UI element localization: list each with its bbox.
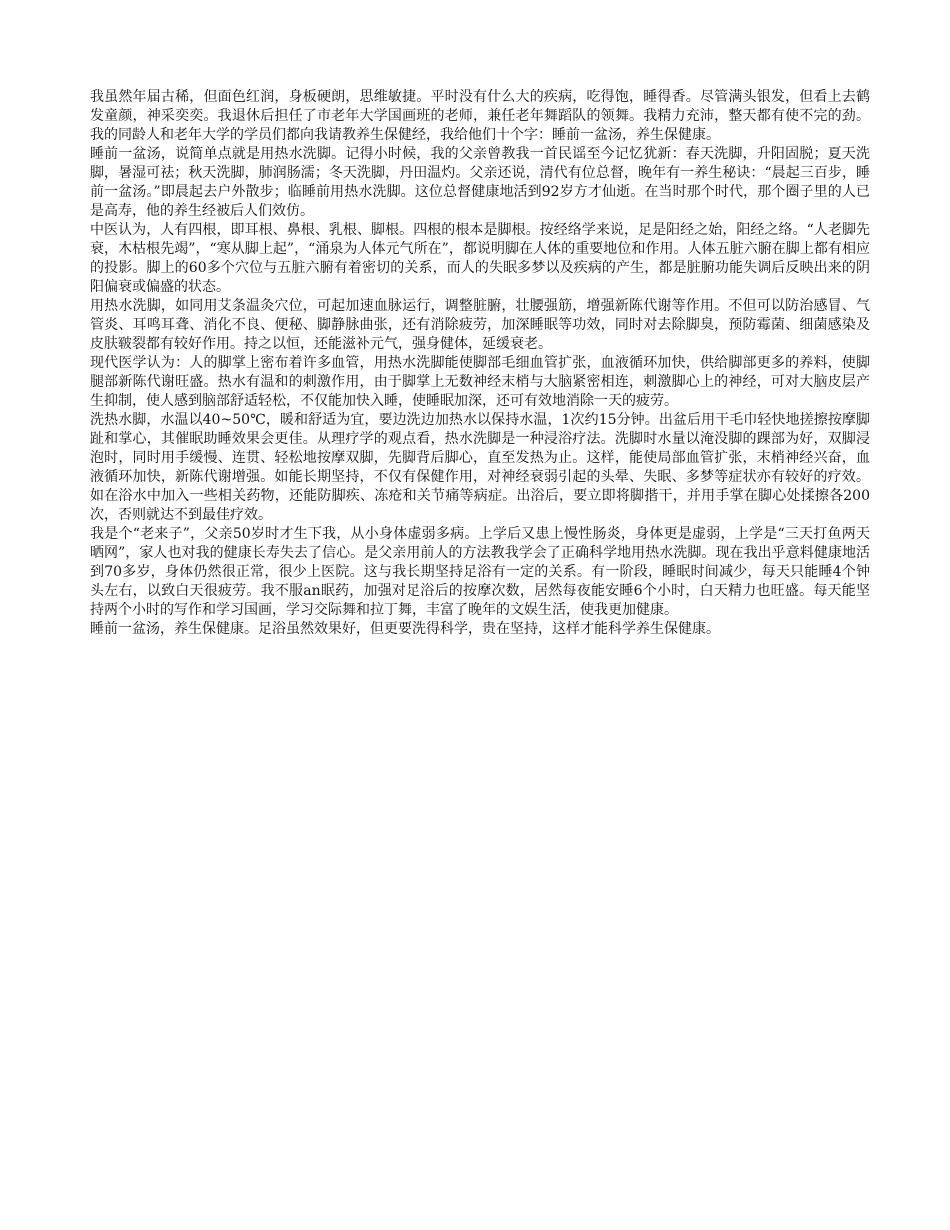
paragraph-conclusion: 睡前一盆汤，养生保健康。足浴虽然效果好，但更要洗得科学，贵在坚持，这样才能科学养生保健康。 <box>90 621 720 637</box>
paragraph-benefits: 用热水洗脚，如同用艾条温灸穴位，可起加速血脉运行，调整脏腑，壮腰强筋，增强新陈代谢等作用。不但可以防治感冒、气管炎、耳鸣耳聋、消化不良、便秘、脚静脉曲张，还有消除疲劳，加深睡眠等功效，同时对去除脚臭，预防霉菌、细菌感染及皮肤皲裂都有较好作用。持之以恒，还能滋补元气，强身健体，延缓衰老。 <box>90 298 870 352</box>
paragraph-intro: 我虽然年届古稀，但面色红润，身板硬朗，思维敏捷。平时没有什么大的疾病，吃得饱，睡得香。尽管满头银发，但看上去鹤发童颜，神采奕奕。我退休后担任了市老年大学国画班的老师，兼任老年舞蹈队的领舞。我精力充沛，整天都有使不完的劲。我的同龄人和老年大学的学员们都向我请教养生保健经，我给他们十个字：睡前一盆汤，养生保健康。 <box>90 89 870 143</box>
paragraph-method: 洗热水脚，水温以40~50℃，暖和舒适为宜，要边洗边加热水以保持水温，1次约15分钟。出盆后用干毛巾轻快地搓擦按摩脚趾和掌心，其催眠助睡效果会更佳。从理疗学的观点看，热水洗脚是一种浸浴疗法。洗脚时水量以淹没脚的踝部为好，双脚浸泡时，同时用手缓慢、连贯、轻松地按摩双脚，先脚背后脚心，直至发热为止。这样，能使局部血管扩张，末梢神经兴奋，血液循环加快，新陈代谢增强。如能长期坚持，不仅有保健作用，对神经衰弱引起的头晕、失眠、多梦等症状亦有较好的疗效。如在浴水中加入一些相关药物，还能防脚疾、冻疮和关节痛等病症。出浴后，要立即将脚揩干，并用手掌在脚心处揉擦各200次，否则就达不到最佳疗效。 <box>90 412 870 523</box>
paragraph-personal-story: 我是个“老来子”，父亲50岁时才生下我，从小身体虚弱多病。上学后又患上慢性肠炎，身体更是虚弱，上学是“三天打鱼两天晒网”，家人也对我的健康长寿失去了信心。是父亲用前人的方法教我学会了正确科学地用热水洗脚。现在我出乎意料健康地活到70多岁，身体仍然很正常，很少上医院。这与我长期坚持足浴有一定的关系。有一阶段，睡眠时间减少，每天只能睡4个钟头左右，以致白天很疲劳。我不服an眠药，加强对足浴后的按摩次数，居然每夜能安睡6个小时，白天精力也旺盛。每天能坚持两个小时的写作和学习国画，学习交际舞和拉丁舞，丰富了晚年的文娱生活，使我更加健康。 <box>90 526 870 618</box>
paragraph-foot-bath: 睡前一盆汤，说简单点就是用热水洗脚。记得小时候，我的父亲曾教我一首民谣至今记忆犹新：春天洗脚，升阳固脱；夏天洗脚，暑湿可祛；秋天洗脚，肺润肠濡；冬天洗脚，丹田温灼。父亲还说，清代有位总督，晚年有一养生秘诀：“晨起三百步，睡前一盆汤。”即晨起去户外散步；临睡前用热水洗脚。这位总督健康地活到92岁方才仙逝。在当时那个时代，那个圈子里的人已是高寿，他的养生经被后人们效仿。 <box>90 146 870 219</box>
blank-page-area <box>0 700 950 1230</box>
paragraph-modern-medicine: 现代医学认为：人的脚掌上密布着许多血管，用热水洗脚能使脚部毛细血管扩张，血液循环加快，供给脚部更多的养料，使脚腿部新陈代谢旺盛。热水有温和的刺激作用，由于脚掌上无数神经末梢与大脑紧密相连，刺激脚心上的神经，可对大脑皮层产生抑制，使人感到脑部舒适轻松，不仅能加快入睡，使睡眠加深，还可有效地消除一天的疲劳。 <box>90 355 870 409</box>
document-body <box>90 88 870 639</box>
paragraph-tcm-roots: 中医认为，人有四根，即耳根、鼻根、乳根、脚根。四根的根本是脚根。按经络学来说，足是阳经之始，阳经之络。“人老脚先衰，木枯根先竭”，“寒从脚上起”，“涌泉为人体元气所在”，都说明脚在人体的重要地位和作用。人体五脏六腑在脚上都有相应的投影。脚上的60多个穴位与五脏六腑有着密切的关系，而人的失眠多梦以及疾病的产生，都是脏腑功能失调后反映出来的阴阳偏衰或偏盛的状态。 <box>90 222 870 295</box>
